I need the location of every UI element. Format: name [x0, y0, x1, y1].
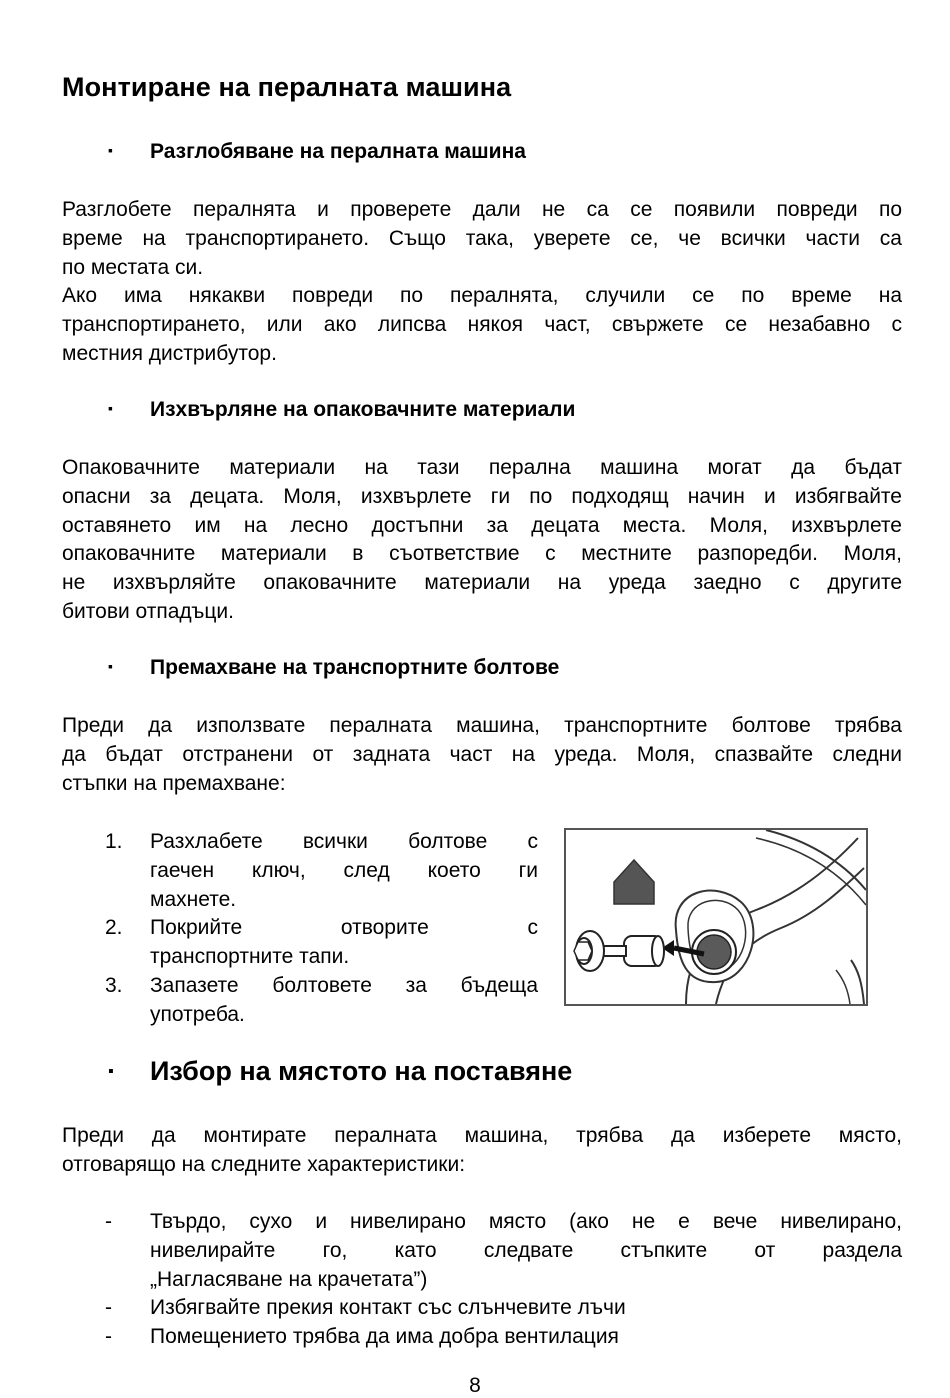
text-line: нивелирайте го, като следвате стъпките от раздела	[150, 1238, 902, 1262]
section-heading-text: Изхвърляне на опаковачните материали	[150, 398, 576, 421]
section-heading-bolts	[108, 656, 559, 680]
bolt-removal-drawing	[566, 830, 866, 1004]
text-line: опасни за децата. Моля, изхвърлете ги по подходящ начин и избягвайте	[62, 484, 902, 508]
bullet-icon: ▪	[108, 658, 113, 674]
text-line: оставянето им на лесно достъпни за децата места. Моля, изхвърлете	[62, 513, 902, 537]
section-heading-packaging	[108, 398, 575, 422]
page-number: 8	[469, 1374, 481, 1397]
text-line: Преди да монтирате пералната машина, трябва да изберете място,	[62, 1124, 902, 1147]
transport-bolt-illustration	[564, 828, 868, 1006]
section-heading-text: Разглобяване на пералната машина	[150, 140, 526, 163]
text-line: местния дистрибутор.	[62, 341, 277, 365]
placement-requirements	[105, 1208, 902, 1352]
bullet-icon: ▪	[108, 142, 113, 158]
text-line: Твърдо, сухо и нивелирано място (ако не е вече нивелирано,	[150, 1210, 902, 1233]
text-line: битови отпадъци.	[62, 599, 234, 623]
text-line: време на транспортирането. Също така, уверете се, че всички части са	[62, 226, 902, 250]
section-heading-placement	[108, 1056, 572, 1087]
text-line: стъпки на премахване:	[62, 771, 286, 795]
paragraph-placement	[62, 1122, 902, 1180]
text-line: да бъдат отстранени от задната част на уреда. Моля, спазвайте следни	[62, 742, 902, 766]
bullet-icon: ▪	[108, 400, 113, 416]
text-line: Разхлабете всички болтове с	[150, 830, 538, 853]
list-item	[105, 1294, 902, 1323]
step-number: 3.	[105, 973, 123, 997]
text-line: по местата си.	[62, 255, 204, 279]
text-line: Разглобете пералнята и проверете дали не са се появили повреди по	[62, 198, 902, 221]
list-item	[105, 1208, 902, 1294]
bullet-icon: ▪	[108, 1063, 114, 1080]
text-line: употреба.	[150, 1002, 245, 1026]
text-line: гаечен ключ, след което ги	[150, 858, 538, 882]
text-line: опаковачните материали в съответствие с местните разпоредби. Моля,	[62, 542, 902, 566]
text-line: не изхвърляйте опаковачните материали на уреда заедно с другите	[62, 571, 902, 595]
page-title: Монтиране на пералната машина	[62, 72, 512, 102]
paragraph-bolts	[62, 712, 902, 798]
bolt-removal-steps	[105, 828, 538, 1030]
text-line: „Нагласяване на крачетата”)	[150, 1267, 428, 1291]
dash-marker: -	[105, 1296, 112, 1320]
list-item	[105, 972, 538, 1030]
text-line: Помещението трябва да има добра вентилация	[150, 1325, 619, 1349]
text-line: Покрийте отворите с	[150, 916, 538, 940]
text-line: Ако има някакви повреди по пералнята, случили се по време на	[62, 284, 902, 308]
list-item	[105, 828, 538, 914]
section-heading-unpack	[108, 140, 526, 164]
text-line: транспортирането, или ако липсва някоя част, свържете се незабавно с	[62, 313, 902, 337]
text-line: махнете.	[150, 887, 237, 911]
paragraph-unpack-1	[62, 196, 902, 369]
text-line: Опаковачните материали на тази перална машина могат да бъдат	[62, 456, 902, 479]
paragraph-packaging	[62, 454, 902, 627]
step-number: 1.	[105, 830, 123, 853]
text-line: Преди да използвате пералната машина, транспортните болтове трябва	[62, 714, 902, 737]
step-number: 2.	[105, 916, 123, 940]
text-line: Избягвайте прекия контакт със слънчевите лъчи	[150, 1296, 626, 1320]
text-line: Запазете болтовете за бъдеща	[150, 973, 538, 997]
dash-marker: -	[105, 1325, 112, 1349]
list-item	[105, 1323, 902, 1352]
list-item	[105, 914, 538, 972]
dash-marker: -	[105, 1210, 112, 1233]
section-heading-text: Премахване на транспортните болтове	[150, 656, 560, 679]
text-line: отговарящо на следните характеристики:	[62, 1152, 466, 1176]
text-line: транспортните тапи.	[150, 945, 350, 969]
section-heading-text: Избор на мястото на поставяне	[150, 1056, 573, 1086]
